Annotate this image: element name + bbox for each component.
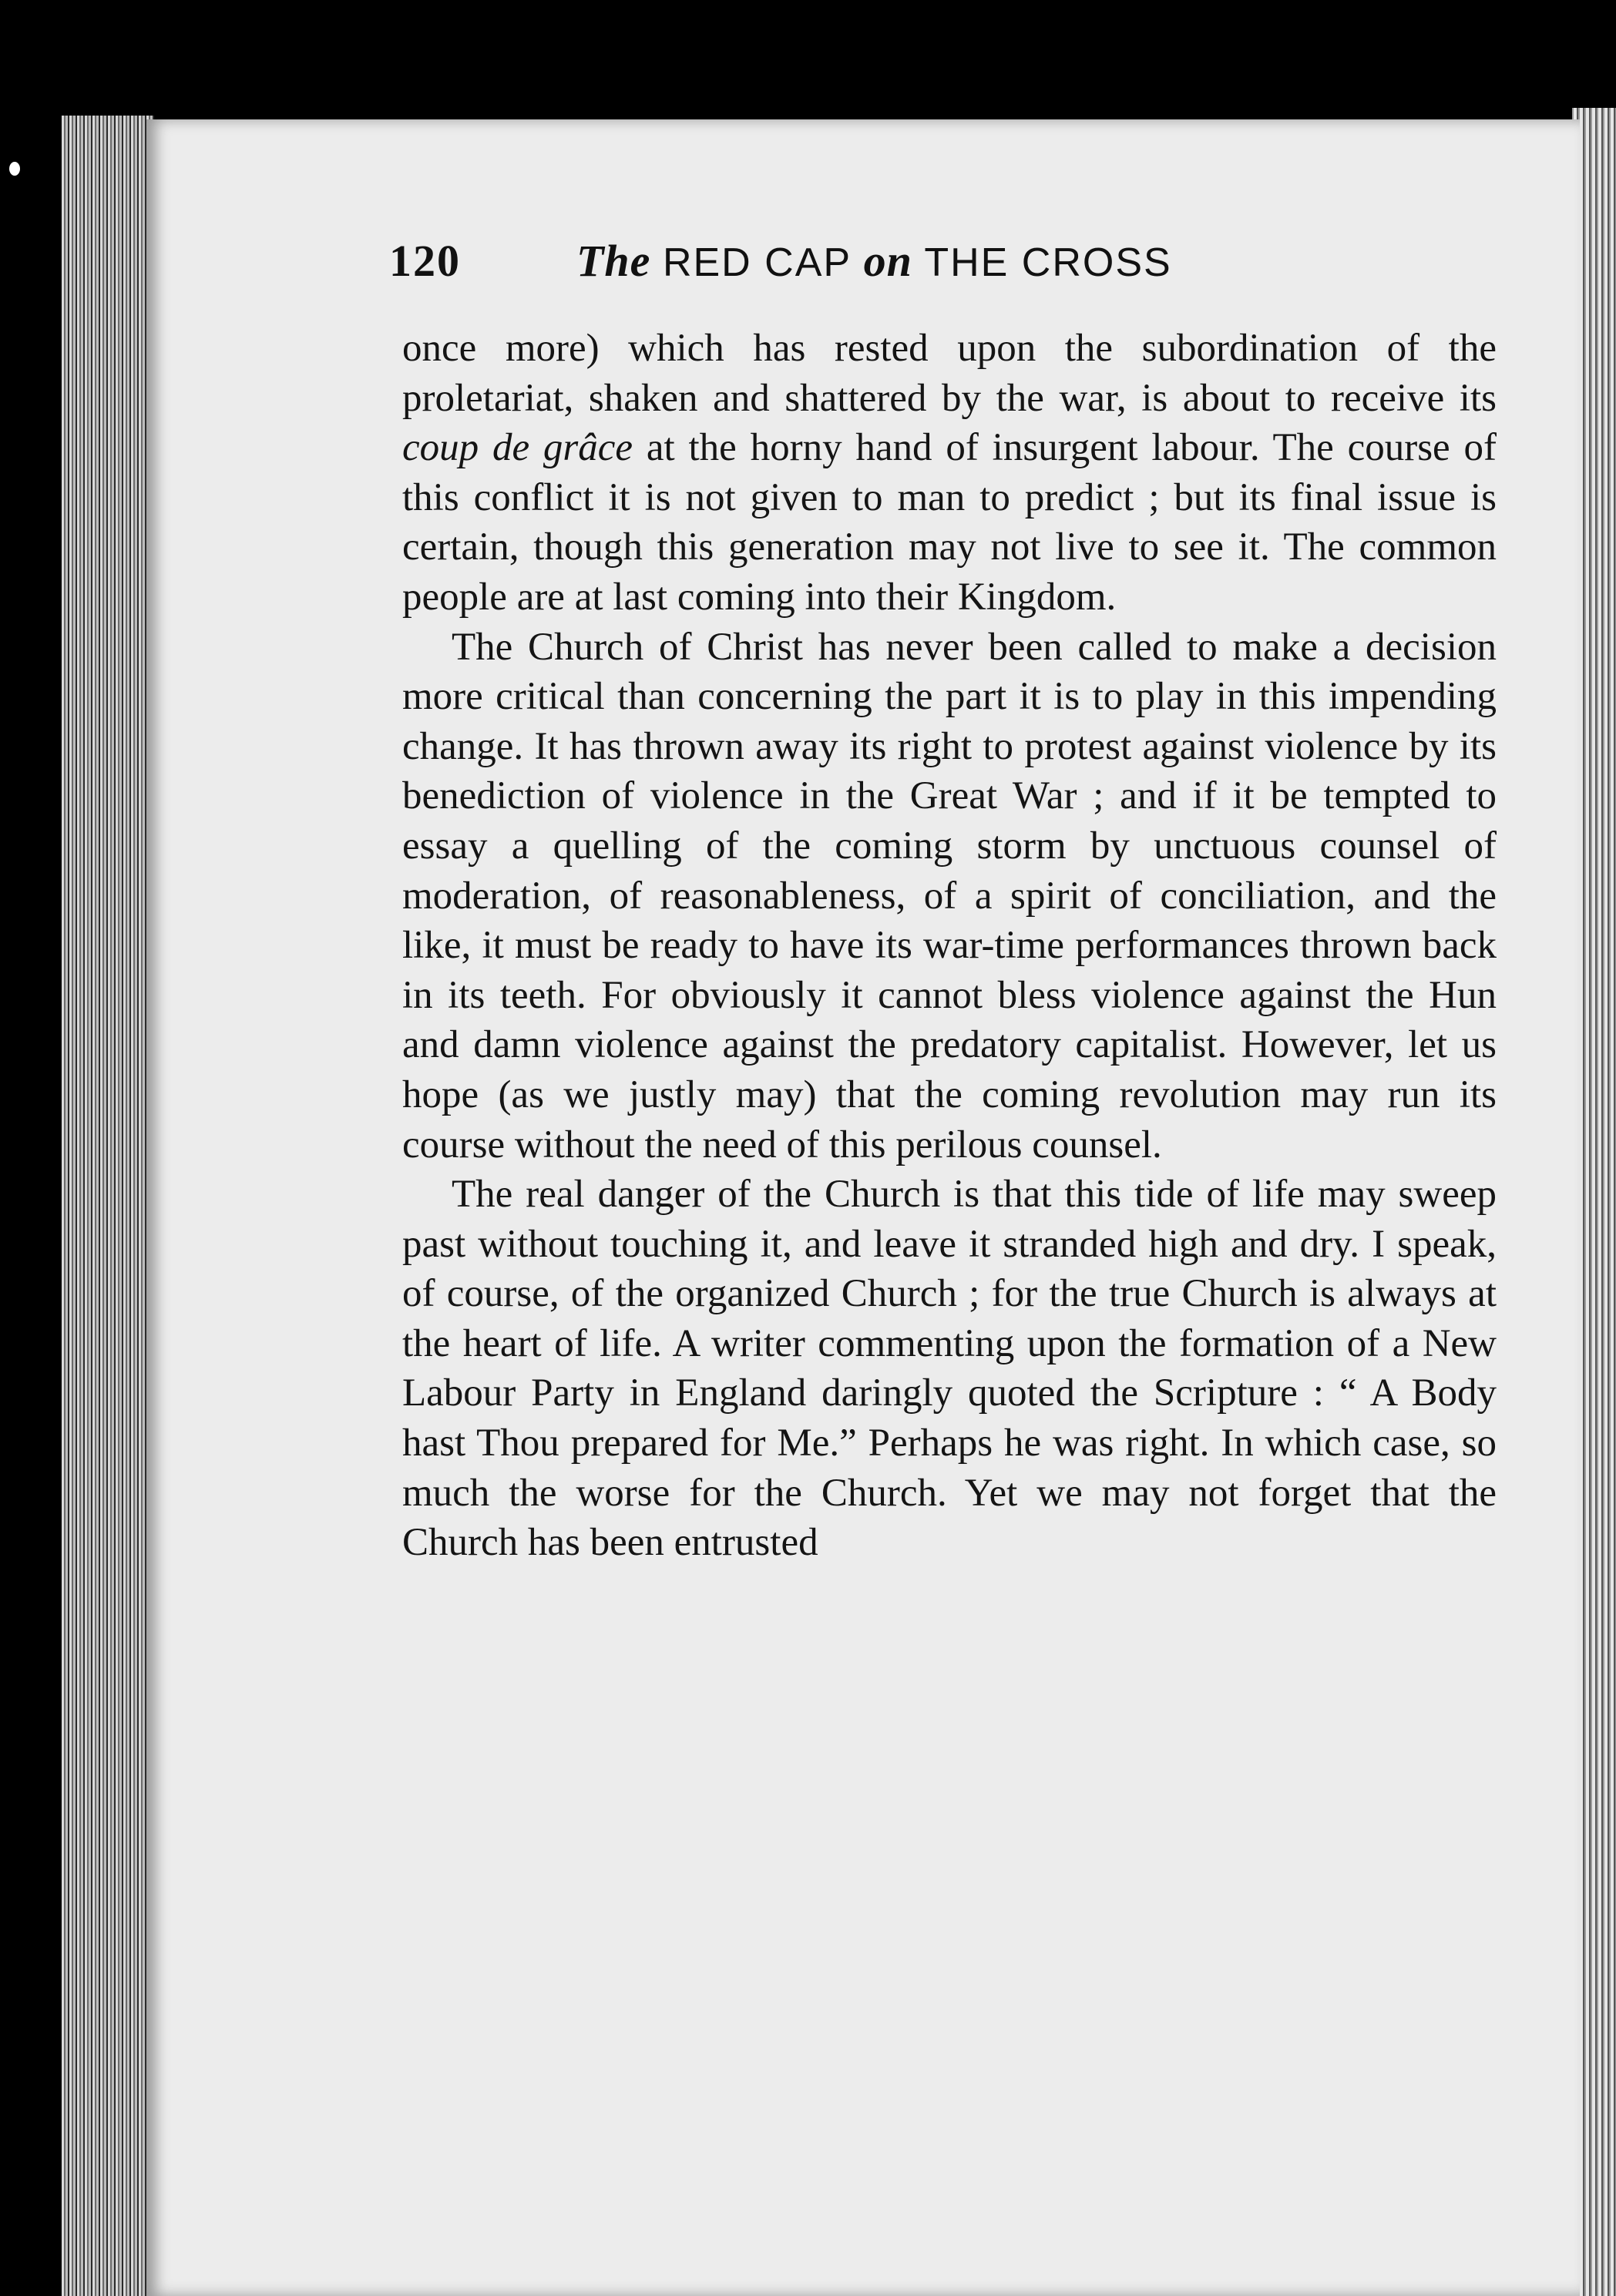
- title-on: on: [863, 236, 912, 286]
- running-title: [576, 235, 1172, 287]
- left-page-edges: [62, 116, 154, 2296]
- title-the-cross: THE CROSS: [924, 240, 1172, 285]
- paragraph-2: The Church of Christ has never been called to make a decision more critical than concerning the part it is to play in this impending change. It has thrown away its right to protest against violence by its benediction of violence in the Great War ; and if it be tempted to essay a quelling of the coming storm by unctuous counsel of moderation, of reasonableness, of a spirit of conciliation, and the like, it must be ready to have its war-time performances thrown back in its teeth. For obviously it cannot bless violence against the Hun and damn violence against the predatory capitalist. However, let us hope (as we justly may) that the coming revolution may run its course without the need of this perilous counsel.: [402, 625, 1497, 1166]
- body-text: [402, 324, 1497, 1568]
- paragraph-1-start: once more) which has rested upon the subordination of the proletariat, shaken and shattered by the war, is about to receive its: [402, 327, 1497, 420]
- paragraph-1: [402, 324, 1497, 623]
- paragraph-3: The real danger of the Church is that this tide of life may sweep past without touching it, and leave it stranded high and dry. I speak, of course, of the organized Church ; for the true Church is always at the heart of life. A writer commenting upon the formation of a New Labour Party in England daringly quoted the Scripture : “ A Body hast Thou prepared for Me.” Perhaps he was right. In which case, so much the worse for the Church. Yet we may not forget that the Church has been entrusted: [402, 1173, 1497, 1565]
- page-number: 120: [389, 236, 461, 286]
- scan-artifact-dot: [9, 162, 20, 176]
- paragraph-1-italic: coup de grâce: [402, 426, 633, 470]
- paragraph-1-end: at the horny hand of insurgent labour. The course of this conflict it is not given to man to predict ; but its final issue is certain, though this generation may not live to see it. The common people are at last coming into their Kingdom.: [402, 426, 1497, 619]
- title-the: The: [576, 236, 651, 286]
- title-red-cap: RED CAP: [662, 240, 852, 285]
- running-header: [389, 235, 1314, 297]
